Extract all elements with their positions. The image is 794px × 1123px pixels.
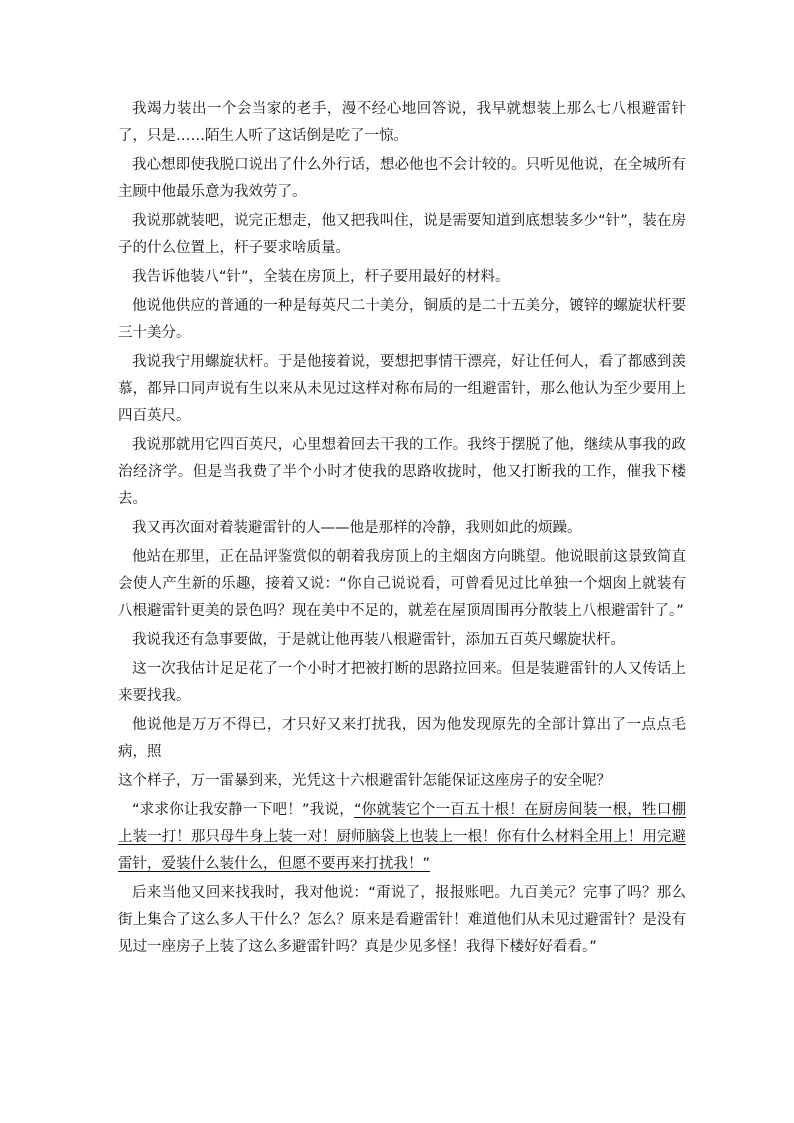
paragraph: 我说那就装吧，说完正想走，他又把我叫住，说是需要知道到底想装多少“针”，装在房子的什么位置上，杆子要求啥质量。 (118, 213, 686, 256)
paragraph: 我竭力装出一个会当家的老手，漫不经心地回答说，我早就想装上那么七八根避雷针了，只是……陌生人听了这话倒是吃了一惊。 (118, 101, 686, 144)
paragraph: 我心想即使我脱口说出了什么外行话，想必他也不会计较的。只听见他说，在全城所有主顾中他最乐意为我效劳了。 (118, 157, 686, 200)
paragraph: 我说我还有急事要做，于是就让他再装八根避雷针，添加五百英尺螺旋状杆。 (132, 632, 625, 648)
quote-prefix: “求求你让我安静一下吧！”我说， (132, 802, 355, 818)
paragraph: 他站在那里，正在品评鉴赏似的朝着我房顶上的主烟囱方向眺望。他说眼前这景致简直会使人产生新的乐趣，接着又说：“你自己说说看，可曾看见过比单独一个烟囱上就装有八根避雷针更美的景色吗？现在美中不足的，就差在屋顶周围再分散装上八根避雷针了。” (118, 549, 686, 619)
paragraph-continuation: 这个样子，万一雷暴到来，光凭这十六根避雷针怎能保证这座房子的安全呢？ (118, 773, 611, 789)
paragraph: 这一次我估计足足花了一个小时才把被打断的思路拉回来。但是装避雷针的人又传话上来要找我。 (118, 661, 686, 704)
paragraph: 我说那就用它四百英尺，心里想着回去干我的工作。我终于摆脱了他，继续从事我的政治经济学。但是当我费了半个小时才使我的思路收拢时，他又打断我的工作，催我下楼去。 (118, 437, 686, 507)
paragraph: 他说他供应的普通的一种是每英尺二十美分，铜质的是二十五美分，镀锌的螺旋状杆要三十美分。 (118, 298, 686, 341)
paragraph: 后来当他又回来找我时，我对他说：“甭说了，报报账吧。九百美元？完事了吗？那么街上集合了这么多人干什么？怎么？原来是看避雷针！难道他们从未见过避雷针？是没有见过一座房子上装了这么多避雷针吗？真是少见多怪！我得下楼好好看看。” (118, 885, 686, 955)
paragraph: 我说我宁用螺旋状杆。于是他接着说，要想把事情干漂亮，好让任何人，看了都感到羡慕，都异口同声说有生以来从未见过这样对称布局的一组避雷针，那么他认为至少要用上四百英尺。 (118, 354, 686, 424)
paragraph: 我又再次面对着装避雷针的人——他是那样的冷静，我则如此的烦躁。 (132, 520, 582, 536)
paragraph: 我告诉他装八“针”，全装在房顶上，杆子要用最好的材料。 (132, 269, 510, 285)
underlined-quote: “你就装它个一百五十根！在厨房间装一根，牲口棚上装一打！那只母牛身上装一对！厨师脑袋上也装上一根！你有什么材料全用上！用完避雷针，爱装什么装什么，但愿不要再来打扰我！” (118, 802, 686, 872)
document-page (118, 96, 686, 963)
quote-paragraph (118, 797, 686, 878)
paragraph: 他说他是万万不得已，才只好又来打扰我，因为他发现原先的全部计算出了一点点毛病，照 (118, 717, 686, 760)
